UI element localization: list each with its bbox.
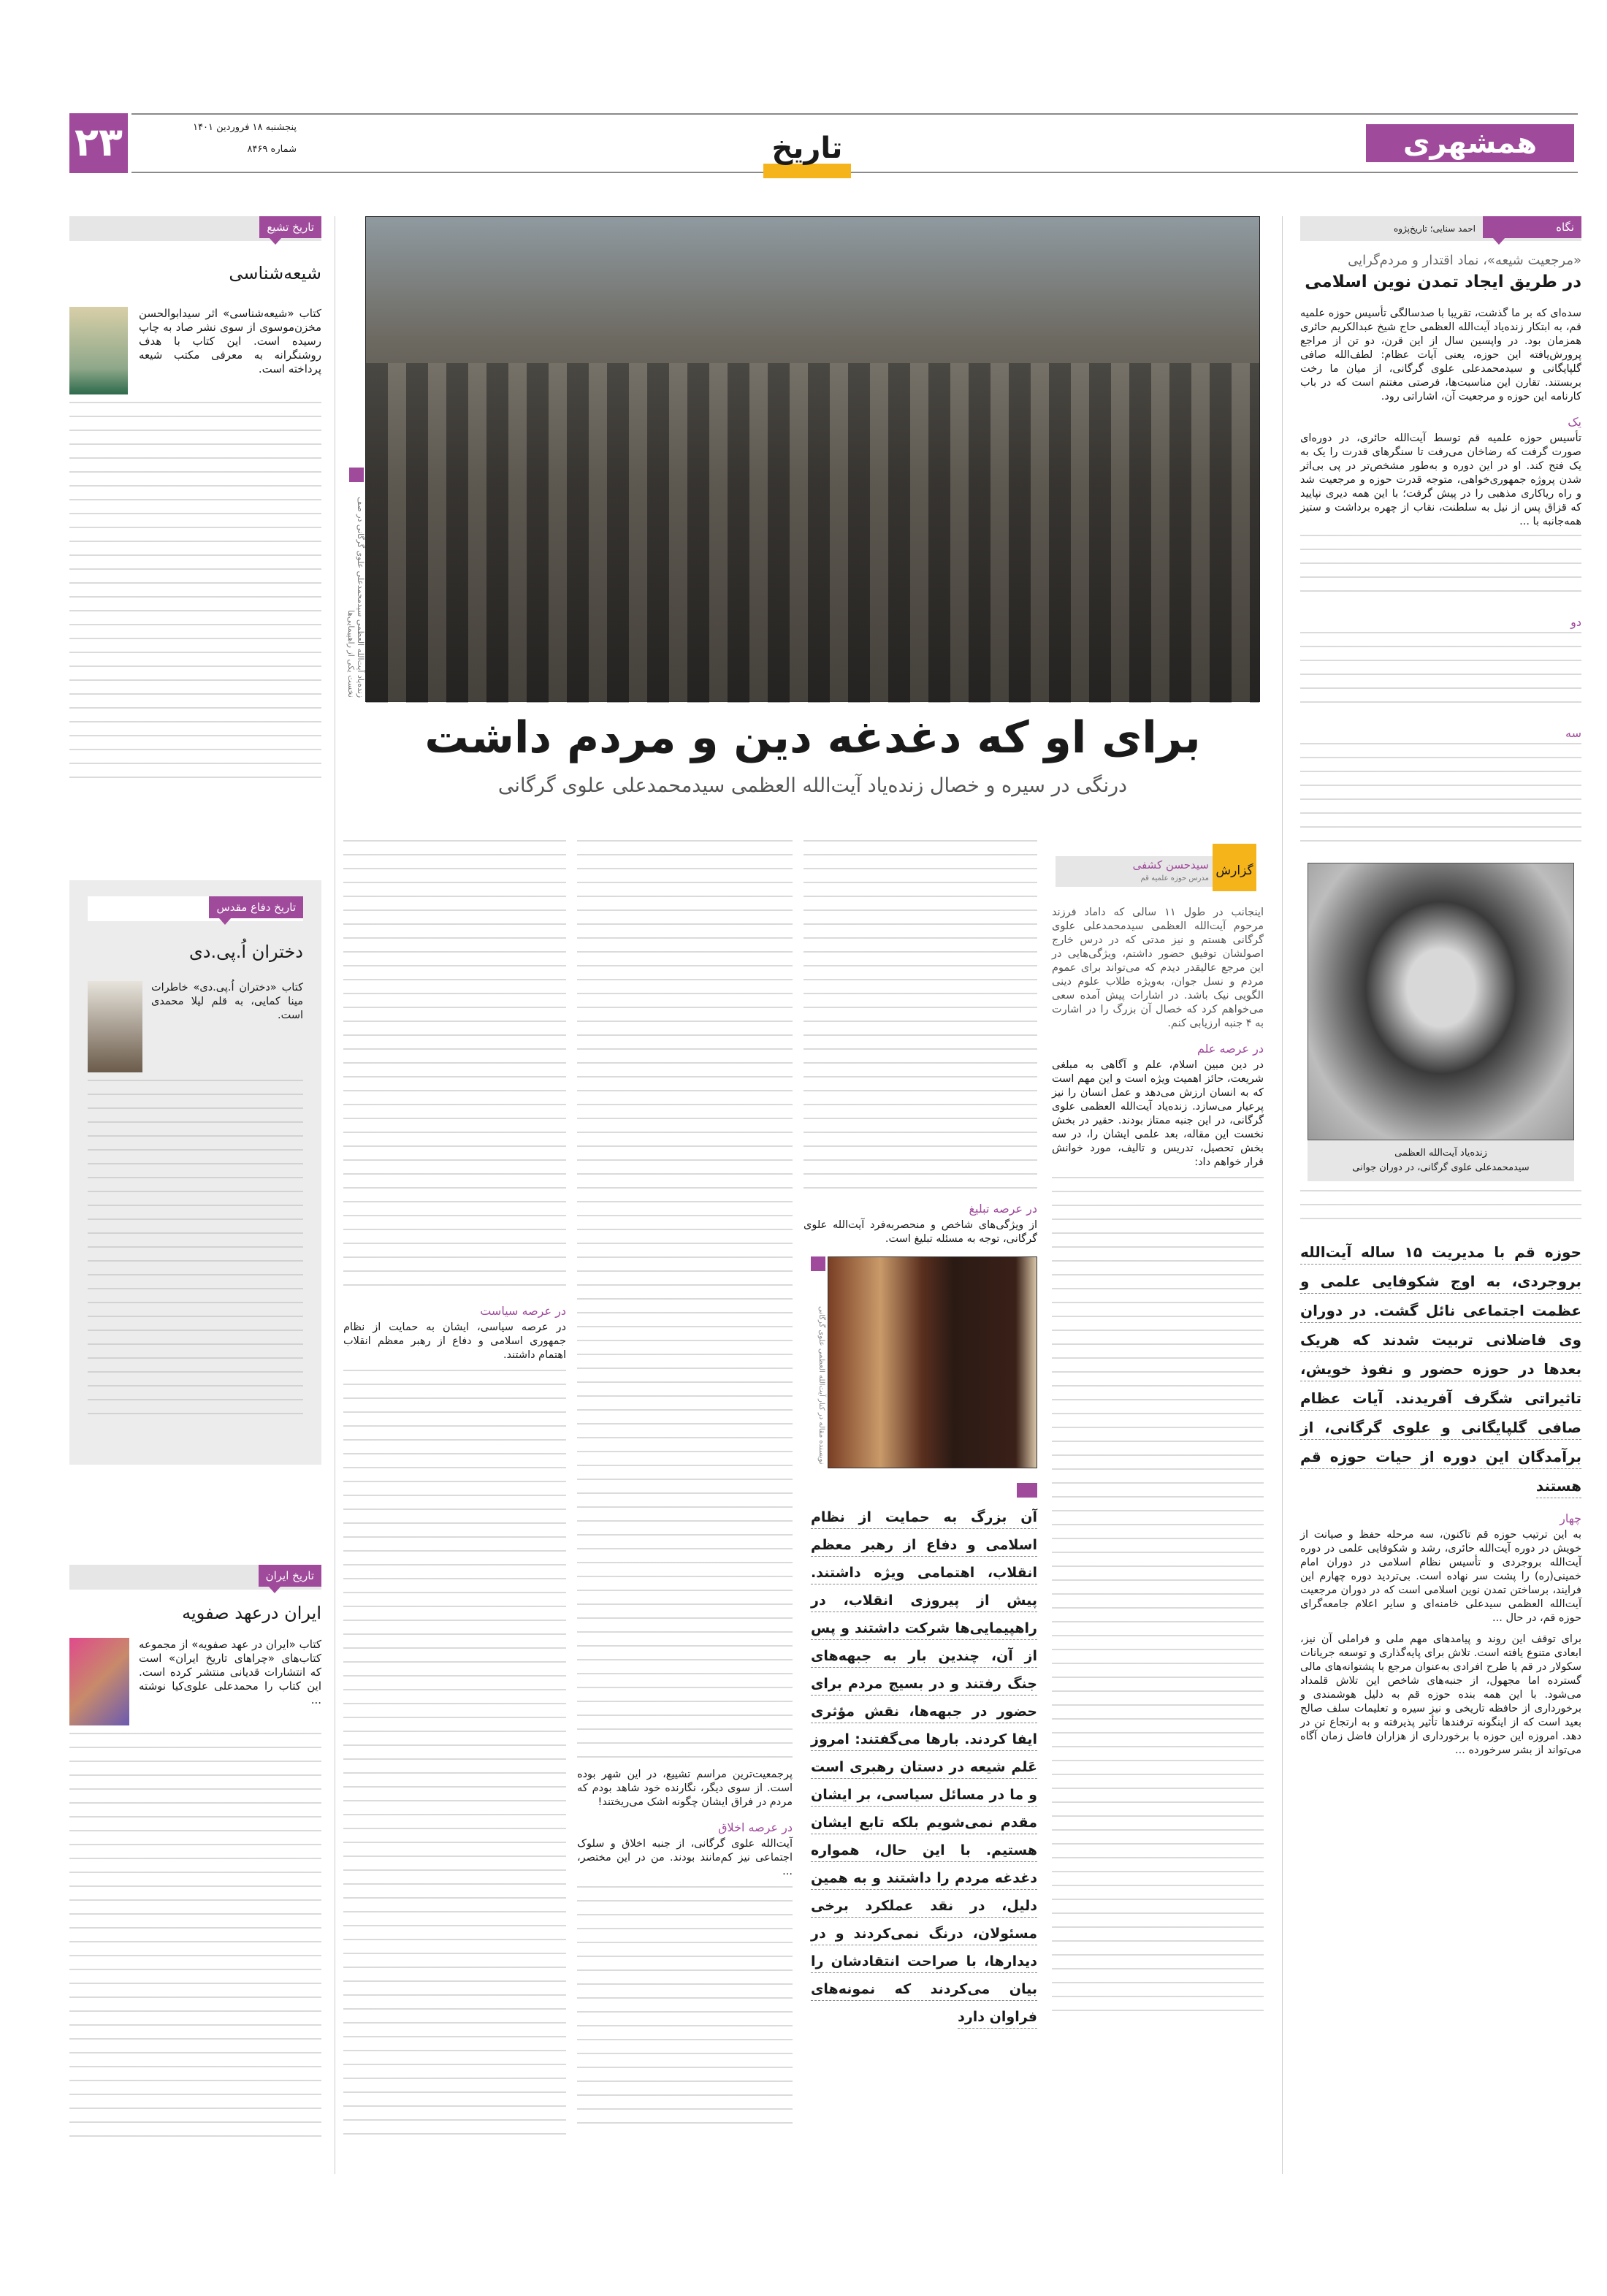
- book-description: کتاب «دختران اُ.پی.دی» خاطرات مینا کمایی، به قلم لیلا محمدی است.: [151, 982, 303, 1021]
- text-block: [1300, 743, 1581, 854]
- report-tag: گزارش: [1213, 844, 1256, 891]
- byline: [1052, 844, 1264, 891]
- section-text: تأسیس حوزه علمیه قم توسط آیت‌الله حائری، در دوره‌ای صورت گرفت که رضاخان می‌رفت تا سنگرهای قدرت را یک به یک فتح کند. او در این دوره و به‌طور مشخص‌تر در پی بی‌اثر شدن پروژه جمهوری‌خواهی، متوجه قدرت حوزه و مرجعیت شد و راه ریاکاری مذهبی را در پیش گرفت؛ با این همه دیری نپایید که قزاق پس از نیل به سلطنت، نقاب از چهره برداشت و ستیز همه‌جانبه با ...: [1300, 432, 1581, 527]
- photo2-caption: نویسنده مقاله در کنار آیت‌الله العظمی علوی گرگانی: [817, 1306, 825, 1465]
- newspaper-logo[interactable]: همشهری: [1366, 124, 1574, 162]
- section-text: از ویژگی‌های شاخص و منحصربه‌فرد آیت‌الله علوی گرگانی، توجه به مسئله تبلیغ است.: [804, 1219, 1037, 1245]
- text-block: [577, 840, 793, 1768]
- text-block: [577, 1886, 793, 2127]
- pull-quote: [1300, 1237, 1581, 1500]
- book-title: ایران درعهد صفویه: [182, 1603, 321, 1623]
- article-intro: سده‌ای که بر ما گذشت، تقریبا با صدسالگی تأسیس حوزه علمیه قم، به ابتکار زنده‌یاد آیت‌الله العظمی حاج شیخ عبدالکریم حائری همزمان بود. در واپسین سال از این قرن، دو تن از مراجع پرورش‌یافته این حوزه، یعنی آیات عظام: لطف‌الله صافی گلپایگانی و سیدمحمدعلی علوی گرگانی، از میان ما رخت بربستند. تقارن این مناسبت‌ها، فرصتی مغتنم است که در باب کارنامه این حوزه و مرجعیت آن، اشاراتی رود.: [1300, 308, 1581, 403]
- category-tag-shia-history[interactable]: تاریخ تشیع: [259, 216, 321, 238]
- section-title: تاریخ: [771, 131, 843, 165]
- text-block: [69, 1733, 321, 2142]
- section-heading: یک: [1568, 415, 1581, 429]
- section-propagation: [804, 1191, 1037, 1246]
- section-politics: [343, 1293, 566, 1362]
- author-name: سیدحسن کشفی: [1132, 858, 1209, 872]
- author-role: مدرس حوزه علمیه قم: [1140, 874, 1209, 882]
- section-heading: در عرصه اخلاق: [718, 1820, 793, 1834]
- section-science: [1052, 1031, 1264, 1170]
- article-kicker: «مرجعیت شیعه»، نماد اقتدار و مردم‌گرایی: [1348, 253, 1581, 268]
- book-title: شیعه‌شناسی: [229, 263, 321, 283]
- section-text: به این ترتیب حوزه قم تاکنون، سه مرحله حفظ و صیانت از خویش در دوره آیت‌الله حائری، رشد و شکوفایی علمی در دوره آیت‌الله بروجردی و تأسیس نظام اسلامی در دوران امام خمینی(ره) را پشت سر نهاده است. بی‌تردید دوره چهارم این فرایند، برساختن تمدن نوین اسلامی است که در دوران مرجعیت آیت‌الله العظمی سیدعلی خامنه‌ای و سایر اعلام جامعه‌گرای حوزه قم، در حال ...: [1300, 1529, 1581, 1624]
- sidebar-box-gray: [69, 880, 321, 1465]
- category-tag-view[interactable]: نگاه: [1483, 216, 1581, 238]
- section-text: در عرصه سیاسی، ایشان به حمایت از نظام جمهوری اسلامی و دفاع از رهبر معظم انقلاب اهتمام داشتند.: [343, 1321, 566, 1361]
- column-one: [343, 840, 566, 2144]
- text-block: [1300, 1190, 1581, 1232]
- article-intro: اینجانب در طول ۱۱ سالی که داماد فرزند مرحوم آیت‌الله العظمی سیدمحمدعلی علوی گرگانی هستم و نیز مدتی که در درس خارج اصولشان توفیق حضور داشتم، ویژگی‌هایی در این مرجع عالیقدر دیدم که می‌تواند برای عموم مردم و نسل جوان، به‌ویژه طلاب علوم دینی الگویی نیک باشد. در اشارات پیش آمده سعی می‌خواهم کرد که خصال آن بزرگ را در اشارت به ۴ جنبه ارزیابی کنم.: [1052, 907, 1264, 1029]
- book-cover-image: [69, 1638, 129, 1725]
- headline-block: [343, 709, 1282, 799]
- section-bar: [763, 164, 851, 178]
- tag-bar: [88, 896, 303, 921]
- portrait-caption-line: زنده‌یاد آیت‌الله العظمی: [1394, 1148, 1487, 1159]
- text-block: [343, 1370, 566, 2144]
- tag-bar: [69, 216, 321, 241]
- tag-bar: [1300, 216, 1581, 241]
- sidebar-box-iran: [69, 1565, 321, 2142]
- header-rule-bottom: [131, 172, 1578, 173]
- column-three: [804, 840, 1037, 2031]
- text-block: [804, 840, 1037, 1191]
- book-cover-image: [69, 307, 128, 394]
- caption-marker: [811, 1256, 825, 1271]
- section-heading: چهار: [1560, 1511, 1581, 1525]
- page-number: ۲۳: [69, 113, 128, 173]
- portrait-caption-line: سیدمحمدعلی علوی گرگانی، در دوران جوانی: [1352, 1162, 1530, 1173]
- subtitle: درنگی در سیره و خصال زنده‌یاد آیت‌الله العظمی سیدمحمدعلی علوی گرگانی: [497, 774, 1128, 797]
- author-name: احمد سنایی؛ تاریخ‌پژوه: [1393, 224, 1476, 234]
- section-heading: در عرصه سیاست: [480, 1304, 566, 1318]
- issue-date: پنجشنبه ۱۸ فروردین ۱۴۰۱: [193, 122, 297, 133]
- section-heading: دو: [1570, 615, 1581, 629]
- portrait-photo: [1308, 863, 1574, 1140]
- column-divider: [1282, 216, 1283, 2174]
- text-block: [69, 402, 321, 782]
- report-column: [1052, 844, 1264, 2017]
- category-tag-iran-history[interactable]: تاریخ ایران: [259, 1565, 321, 1587]
- pull-quote: [804, 1503, 1037, 2031]
- author-with-ayatollah-photo: [828, 1256, 1037, 1468]
- photo2-block: [804, 1256, 1037, 1468]
- section-heading: در عرصه علم: [1196, 1042, 1264, 1056]
- tag-bar: [69, 1565, 321, 1590]
- text-block: [1052, 1177, 1264, 2017]
- portrait-caption: [1308, 1140, 1574, 1181]
- article-title: در طریق ایجاد تمدن نوین اسلامی: [1305, 272, 1581, 291]
- right-column: [1300, 216, 1581, 1758]
- pull-quote-text: آن بزرگ به حمایت از نظام اسلامی و دفاع از رهبر معظم انقلاب، اهتمامی ویژه داشتند. پیش از پیروزی انقلاب، در راهپیمایی‌ها شرکت داشتند و پس از آن، چندین بار به جبهه‌های جنگ رفتند و در بسیج مردم برای حضور در جبهه‌ها، نقش مؤثری ایفا کردند. بارها می‌گفتند: امروز عَلم شیعه در دستان رهبری است و ما در مسائل سیاسی، بر ایشان مقدم نمی‌شویم بلکه تابع ایشان هستیم. با این حال، همواره دغدغه مردم را داشتند و به همین دلیل، در نقد عملکرد برخی مسئولان، درنگ نمی‌کردند و در دیدارها، با صراحت انتقادشان را بیان می‌کردند که نمونه‌های فراوان دارد: [811, 1509, 1037, 2029]
- column-two: [577, 840, 793, 2127]
- issue-number: شماره ۸۴۶۹: [247, 144, 297, 155]
- funeral-text: پرجمعیت‌ترین مراسم تشییع، در این شهر بوده است. از سوی دیگر، نگارنده خود شاهد بودم که مردم در فراق ایشان چگونه اشک می‌ریختند!: [577, 1769, 793, 1808]
- headline: برای او که دغدغه دین و مردم داشت: [424, 712, 1201, 763]
- section-heading: سه: [1565, 726, 1581, 740]
- section-four: [1300, 1500, 1581, 1625]
- section-text: آیت‌الله علوی گرگانی، از جنبه اخلاق و سلوک اجتماعی نیز کم‌مانند بودند. من در این مختصر، ...: [577, 1838, 793, 1877]
- section-one: [1300, 404, 1581, 529]
- section-text: برای توقف این روند و پیامدهای مهم ملی و فراملی آن نیز، ابعادی متنوع یافته است. تلاش برای پایه‌گذاری و توسعه جریانات سکولار در قم یا طرح افرادی به‌عنوان مرجع با پشتوانه‌های مالی گسترده اما مجهول، از جنبه‌های شاخص این تلاش قلمداد می‌شود. با این همه بنده حوزه قم به دلیل هوشمندی و برخورداری از حافظه تاریخی و نیز سیره و تعلیمات سلف صالح بعید است که از اینگونه ترفندها تأثیر پذیرفته و به ارتجاع تن در دهد. امروزه این حوزه با برخورداری از هزاران فاضل زمان آگاه می‌تواند از بشر سرخورده ...: [1300, 1633, 1581, 1756]
- book-title: دختران اُ.پی.دی: [188, 942, 303, 962]
- book-description: کتاب «ایران در عهد صفویه» از مجموعه کتاب‌های «چراهای تاریخ ایران» است که انتشارات قدیانی منتشر کرده است. این کتاب را محمدعلی علوی‌کیا نوشته ...: [139, 1638, 321, 1706]
- text-block: [343, 840, 566, 1293]
- text-block: [88, 1080, 303, 1416]
- section-ethics: [577, 1809, 793, 1879]
- section-text: در دین مبین اسلام، علم و آگاهی به مبلغی شریعت، حائز اهمیت ویژه است و این مهم است که به انسان ارزش می‌دهد و عمل انسان را نیز پرعیار می‌سازد. زنده‌یاد آیت‌الله العظمی علوی گرگانی، در این جنبه ممتاز بودند. حقیر در بخش نخست این مقاله، بعد علمی ایشان را، در سه بخش تحصیل، تدریس و تالیف، مورد خوانش قرار خواهم داد:: [1052, 1059, 1264, 1168]
- section-heading: در عرصه تبلیغ: [969, 1202, 1037, 1216]
- category-tag-sacred-defense[interactable]: تاریخ دفاع مقدس: [209, 896, 303, 918]
- photo-caption: زنده‌یاد آیت‌الله العظمی سیدمحمدعلی علوی گرگانی در صف نخست یکی از راهپیمایی‌ها: [346, 496, 365, 698]
- sidebar-box-shia: [69, 216, 321, 782]
- pull-quote-text: حوزه قم با مدیریت ۱۵ ساله آیت‌الله بروجردی، به اوج شکوفایی علمی و عظمت اجتماعی نائل گشت. در دوران وی فاضلانی تربیت شدند که هریک بعدها در حوزه حضور و نفوذ خویش، تاثیراتی شگرف آفریدند. آیات عظام صافی گلپایگانی و علوی گرگانی، از برآمدگان این دوره از حیات حوزه قم هستند: [1300, 1243, 1581, 1498]
- header-rule-top: [131, 113, 1578, 115]
- book-cover-image: [88, 981, 142, 1072]
- text-block: [1300, 535, 1581, 604]
- procession-photo: [365, 216, 1260, 702]
- caption-marker: [349, 468, 364, 482]
- quote-marker: [1017, 1483, 1037, 1498]
- book-description: کتاب «شیعه‌شناسی» اثر سیدابوالحسن مخزن‌موسوی از سوی نشر صاد به چاپ رسیده است. این کتاب با هدف روشنگرانه به معرفی مکتب شیعه پرداخته است.: [139, 307, 321, 375]
- text-block: [1300, 632, 1581, 715]
